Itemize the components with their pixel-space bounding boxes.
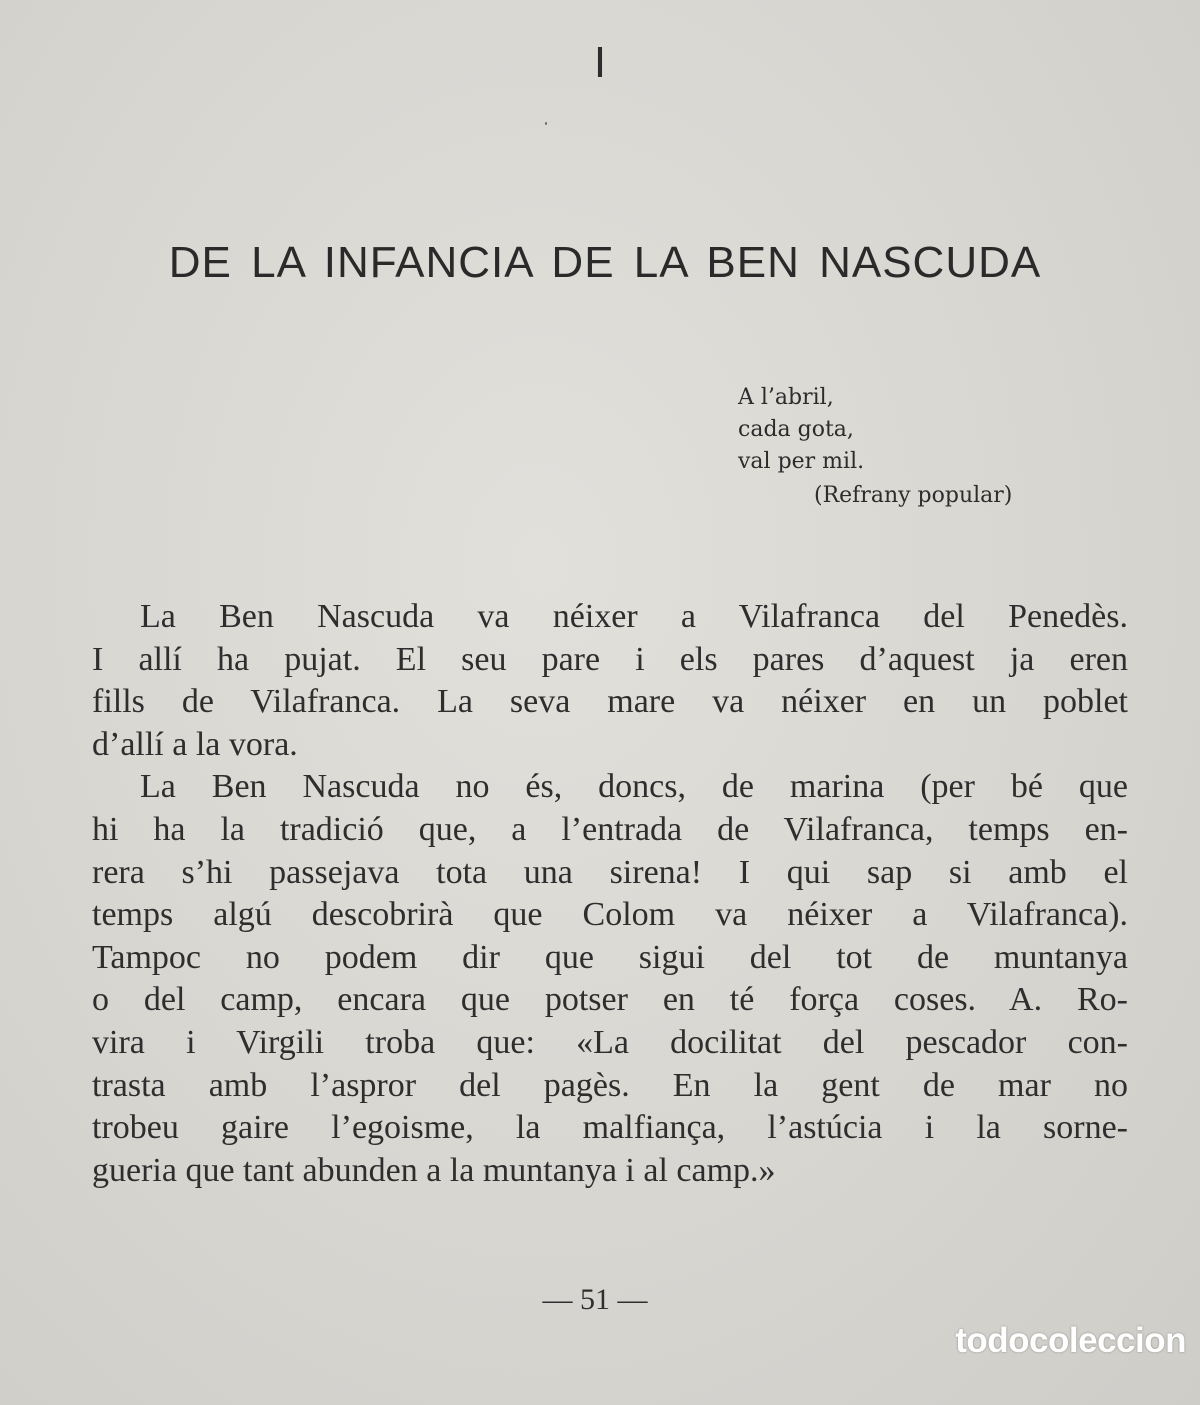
page-number: — 51 — xyxy=(542,1283,648,1316)
body-text xyxy=(92,596,1128,1192)
paragraph-1-line-4: d’allí a la vora. xyxy=(92,725,298,763)
paragraph-2-line-9: trobeu gaire l’egoisme, la malfiança, l’astúcia i la sorne- xyxy=(92,1109,1128,1147)
epigraph xyxy=(738,382,1098,512)
paragraph-2-line-8: trasta amb l’aspror del pagès. En la gent de mar no xyxy=(92,1066,1128,1104)
paper-speck xyxy=(545,122,547,125)
paragraph-1-line-1: La Ben Nascuda va néixer a Vilafranca del Penedès. xyxy=(140,598,1128,635)
paragraph-2-line-3: rera s’hi passejava tota una sirena! I qui sap si amb el xyxy=(92,853,1128,891)
paragraph-2-line-10: gueria que tant abunden a la muntanya i al camp.» xyxy=(92,1151,776,1189)
paragraph-2-line-1: La Ben Nascuda no és, doncs, de marina (per bé que xyxy=(140,768,1128,806)
watermark-logo: todocoleccion xyxy=(955,1321,1186,1360)
paragraph-2-line-6: o del camp, encara que potser en té força coses. A. Ro- xyxy=(92,981,1128,1019)
epigraph-line: cada gota, xyxy=(738,417,854,442)
chapter-title: DE LA INFANCIA DE LA BEN NASCUDA xyxy=(168,238,1042,287)
paragraph-2-line-2: hi ha la tradició que, a l’entrada de Vilafranca, temps en- xyxy=(92,810,1128,848)
paragraph-1-line-3: fills de Vilafranca. La seva mare va néixer en un poblet xyxy=(92,683,1128,721)
paragraph-2-line-5: Tampoc no podem dir que sigui del tot de muntanya xyxy=(92,938,1128,976)
paragraph-1-line-2: I allí ha pujat. El seu pare i els pares d’aquest ja eren xyxy=(92,640,1128,678)
epigraph-line: val per mil. xyxy=(738,449,865,474)
chapter-numeral: I xyxy=(593,38,607,87)
paragraph-2-line-7: vira i Virgili troba que: «La docilitat del pescador con- xyxy=(92,1023,1128,1061)
paragraph-2-line-4: temps algú descobrirà que Colom va néixer a Vilafranca). xyxy=(92,896,1128,934)
epigraph-attribution: (Refrany popular) xyxy=(814,483,1013,508)
epigraph-line: A l’abril, xyxy=(738,385,834,410)
